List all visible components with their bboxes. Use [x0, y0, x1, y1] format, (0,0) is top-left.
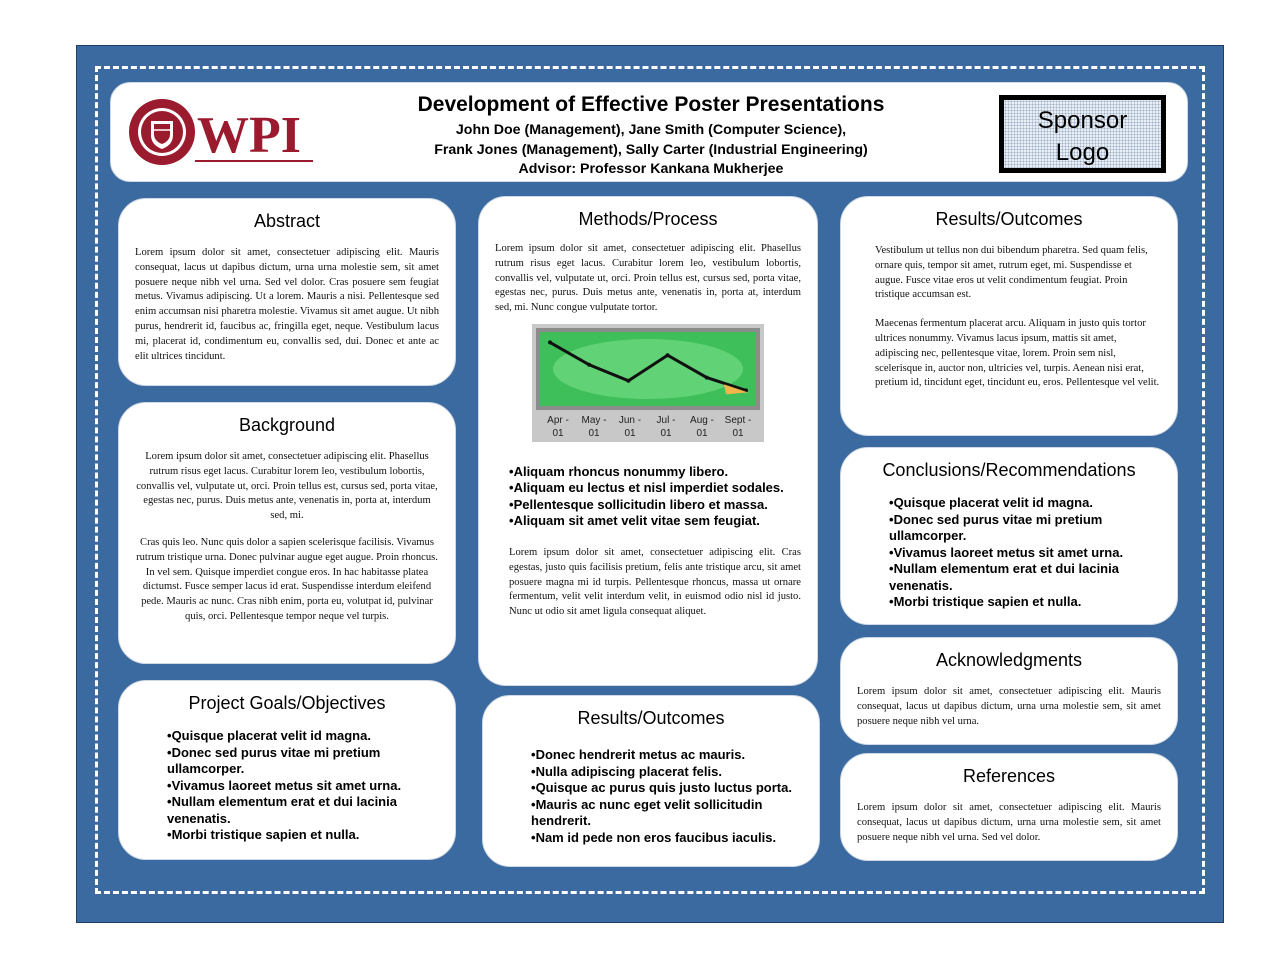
sponsor-line-2: Logo	[1055, 139, 1110, 166]
conclusions-title: Conclusions/Recommendations	[882, 460, 1136, 480]
chart-tick-year: 01	[588, 427, 600, 439]
list-item: • Vivamus laoreet metus sit amet urna.	[167, 778, 439, 795]
list-item: • Pellentesque sollicitudin libero et massa.	[509, 497, 801, 514]
list-item: • Quisque placerat velit id magna.	[889, 495, 1161, 512]
authors-line-2: Frank Jones (Management), Sally Carter (Industrial Engineering)	[434, 141, 868, 158]
methods-panel	[478, 196, 818, 686]
chart-tick-year: 01	[660, 427, 672, 439]
chart-tick-month: Jun -	[618, 414, 642, 426]
list-item: • Aliquam rhoncus nonummy libero.	[509, 464, 801, 481]
poster-header	[110, 82, 1188, 182]
authors-line-1: John Doe (Management), Jane Smith (Computer Science),	[455, 122, 847, 138]
chart-point	[666, 353, 670, 357]
results-mid-panel	[482, 695, 820, 867]
results-right-text-1: Vestibulum ut tellus non dui bibendum pharetra. Sed quam felis, ornare quis, tempor sit amet, rutrum eget, mi. Suspendisse et augue. Fusce vitae eros ut velit condimentum feugiat. Proin tristique accumsan est.	[875, 245, 1148, 301]
results-mid-title: Results/Outcomes	[577, 708, 725, 728]
results-right-text-2: Maecenas fermentum placerat arcu. Aliquam in justo quis tortor ultrices nonummy. Vivamus lacus ipsum, mattis sit amet, adipiscing nec, pellentesque vitae, lorem. Proin sem nisl, scelerisque in, auctor non, ultricies vel, turpis. Aenean nisi erat, pretium id, tincidunt eget, tincidunt eu, eros. Pellentesque vel velit.	[875, 318, 1160, 389]
chart-tick-year: 01	[696, 427, 708, 439]
sponsor-line-1: Sponsor	[1037, 107, 1128, 134]
chart-point	[626, 379, 630, 383]
list-item: • Donec hendrerit metus ac mauris.	[531, 747, 803, 764]
background-panel	[118, 402, 456, 664]
methods-list	[495, 464, 801, 530]
methods-chart	[532, 324, 764, 442]
goals-title: Project Goals/Objectives	[188, 693, 386, 713]
chart-tick-month: Apr -	[547, 414, 569, 426]
abstract-text: Lorem ipsum dolor sit amet, consectetuer adipiscing elit. Mauris consequat, lacus ut dapibus dictum, urna urna molestie sem, sit amet posuere neque nibh vel urna. Sed vel dolor. Cras posuere sem feugiat metus. Vivamus adipiscing. Ut a lorem. Mauris a nisi. Pellentesque sed enim accumsan nisi pharetra molestie. Vivamus sit amet augue. Ut nibh purus, hendrerit id, faucibus ac, fringilla eget, neque. Vestibulum lacus mi, placerat id, condimentum eu, convallis sed, dui. Donec et ante ac elit ultrices tincidunt.	[135, 247, 439, 362]
results-right-panel	[840, 196, 1178, 436]
list-item: • Nullam elementum erat et dui lacinia venenatis.	[889, 561, 1161, 594]
references-text: Lorem ipsum dolor sit amet, consectetuer adipiscing elit. Mauris consequat, lacus ut dapibus dictum, urna urna molestie sem, sit amet posuere neque nibh vel urna. Sed vel dolor.	[857, 802, 1161, 843]
acknowledgments-text: Lorem ipsum dolor sit amet, consectetuer adipiscing elit. Mauris consequat, lacus ut dapibus dictum, urna urna molestie sem, sit amet posuere neque nibh vel urna.	[857, 686, 1161, 727]
chart-tick-month: Sept -	[724, 414, 752, 426]
list-item: • Donec sed purus vitae mi pretium ullamcorper.	[167, 745, 439, 778]
abstract-panel	[118, 198, 456, 386]
goals-list	[167, 728, 439, 844]
conclusions-panel	[840, 447, 1178, 625]
references-panel	[840, 753, 1178, 861]
goals-panel	[118, 680, 456, 860]
poster-title: Development of Effective Poster Presentations	[417, 93, 885, 116]
list-item: • Vivamus laoreet metus sit amet urna.	[889, 545, 1161, 562]
background-text-2: Cras quis leo. Nunc quis dolor a sapien scelerisque facilisis. Vivamus rutrum tristique urna. Donec pulvinar augue eget augue. Proin rhoncus. In vel sem. Quisque imperdiet congue eros. In hac habitasse platea dictumst. Fusce semper lacus id erat. Suspendisse interdum eleifend pede. Mauris ac nunc. Cras nibh enim, porta eu, volutpat id, pulvinar quis, orci. Pellentesque tempor neque vel turpis.	[136, 536, 438, 622]
acknowledgments-title: Acknowledgments	[935, 650, 1083, 670]
list-item: • Donec sed purus vitae mi pretium ullamcorper.	[889, 512, 1161, 545]
methods-text-2: Lorem ipsum dolor sit amet, consectetuer adipiscing elit. Cras egestas, justo quis facilisis pretium, felis ante tristique arcu, sit amet posuere magna mi id turpis. Pellentesque rhoncus, massa ut ornare fermentum, velit velit interdum velit, in euismod odio nisl id justo. Nunc ut odio sit amet ligula consequat aliquet.	[509, 546, 801, 618]
chart-tick-year: 01	[732, 427, 744, 439]
chart-tick-month: Jul -	[656, 414, 676, 426]
list-item: • Quisque ac purus quis justo luctus porta.	[531, 780, 803, 797]
results-right-title: Results/Outcomes	[935, 209, 1083, 229]
background-text-1: Lorem ipsum dolor sit amet, consectetuer adipiscing elit. Phasellus rutrum risus eget lacus. Curabitur lorem leo, vestibulum lobortis, convallis vel, vulputate ut, orci. Proin tellus est, cursus sed, porta vitae, egestas nec, purus. Duis metus ante, venenatis in, porta at, interdum sed, mi.	[136, 451, 438, 522]
methods-text-1: Lorem ipsum dolor sit amet, consectetuer adipiscing elit. Phasellus rutrum risus eget lacus. Curabitur lorem leo, vestibulum lobortis, convallis vel, vulputate ut, orci. Proin tellus est, cursus sed, porta vitae, egestas nec, purus. Duis metus ante, venenatis in, porta at, interdum sed, mi. Nunc congue vulputate tortor.	[495, 243, 801, 314]
wpi-logo	[127, 97, 317, 167]
chart-tick-year: 01	[624, 427, 636, 439]
chart-tick-month: May -	[581, 414, 607, 426]
background-title: Background	[238, 415, 336, 435]
list-item: • Morbi tristique sapien et nulla.	[889, 594, 1161, 611]
chart-point	[548, 340, 552, 344]
results-mid-list	[531, 747, 803, 846]
list-item: • Morbi tristique sapien et nulla.	[167, 827, 439, 844]
acknowledgments-panel	[840, 637, 1178, 745]
advisor-line: Advisor: Professor Kankana Mukherjee	[518, 161, 784, 177]
list-item: • Nulla adipiscing placerat felis.	[531, 764, 803, 781]
references-title: References	[962, 766, 1056, 786]
sponsor-logo	[999, 95, 1166, 173]
list-item: • Mauris ac nunc eget velit sollicitudin hendrerit.	[531, 797, 803, 830]
abstract-title: Abstract	[253, 211, 321, 231]
author-block	[311, 121, 991, 180]
list-item: • Nullam elementum erat et dui lacinia venenatis.	[167, 794, 439, 827]
list-item: • Aliquam sit amet velit vitae sem feugiat.	[509, 513, 801, 530]
methods-title: Methods/Process	[578, 209, 718, 229]
list-item: • Aliquam eu lectus et nisl imperdiet sodales.	[509, 480, 801, 497]
list-item: • Nam id pede non eros faucibus iaculis.	[531, 830, 803, 847]
chart-point	[705, 376, 709, 380]
chart-tick-month: Aug -	[690, 414, 714, 426]
logo-wordmark: WPI	[197, 107, 301, 164]
list-item: • Quisque placerat velit id magna.	[167, 728, 439, 745]
chart-point	[587, 363, 591, 367]
chart-tick-year: 01	[552, 427, 564, 439]
conclusions-list	[889, 495, 1161, 611]
